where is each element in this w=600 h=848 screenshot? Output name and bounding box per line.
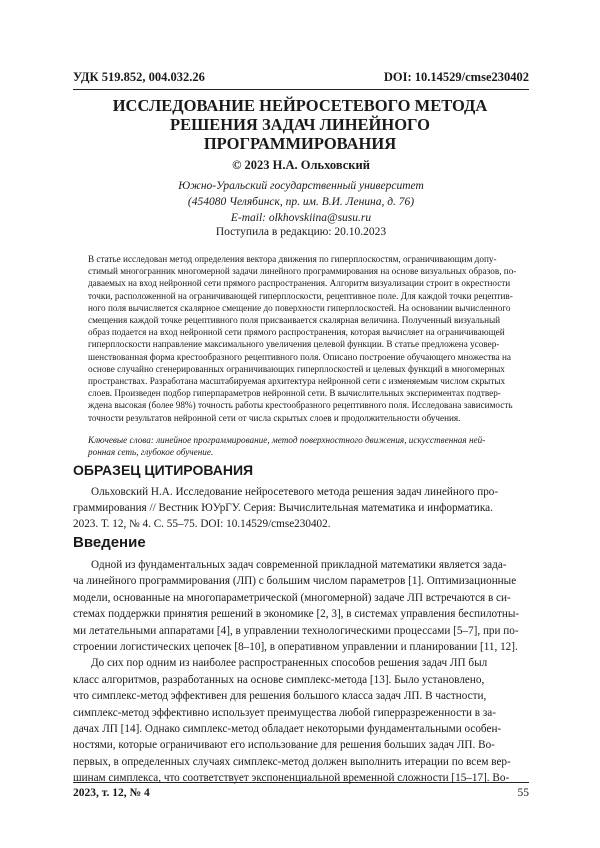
body-line: первых, в определенных случаях симплекс-метод должен выполнить итерации по всем вер- xyxy=(73,755,511,768)
body-line: симплекс-метод эффективно использует преимущества любой гиперразреженности в за- xyxy=(73,706,496,719)
abstract-line: пространствах. Разработана масштабируемая архитектура нейронной сети с изменяемым числом скрытых xyxy=(88,376,506,387)
abstract-line: смещения каждой точке рецептивного поля присваивается скалярная величина. Полученный визуальный xyxy=(88,315,501,326)
body-line: строении логистических цепочек [8–10], в оперативном управлении и планировании [11, 12]. xyxy=(73,641,518,654)
page-number: 55 xyxy=(517,787,529,799)
abstract xyxy=(88,253,520,424)
citation-text xyxy=(73,484,529,532)
abstract-line: точки, расположенной на ограничивающей гиперплоскости, рецептивное поле. Для каждой точки рецептив- xyxy=(88,290,513,301)
authors: © 2023 Н.А. Ольховский xyxy=(232,158,370,172)
keywords-line: Ключевые слова: линейное программирование, метод поверхностного движения, искусственная ней- xyxy=(88,435,486,445)
abstract-line: шенствованная форма крестообразного рецептивного поля. Описано построение обучающего множества на xyxy=(88,351,511,362)
intro-heading: Введение xyxy=(73,534,146,551)
keywords-line: ронная сеть, глубокое обучение. xyxy=(88,447,214,458)
abstract-line: гиперплоскости направление максимального увеличения целевой функции. В статье предложена усовер- xyxy=(88,339,500,350)
body-line: что симплекс-метод эффективен для решения большого класса задач ЛП. В частности, xyxy=(73,690,487,703)
body-line: шинам симплекса, что соответствует экспоненциальной временной сложности [15–17]. Во- xyxy=(73,772,510,785)
body-line: ми летательными аппаратами [4], в управлении технологическими процессами [5–7], при по- xyxy=(73,624,519,637)
title-line: ИССЛЕДОВАНИЕ НЕЙРОСЕТЕВОГО МЕТОДА xyxy=(112,96,488,115)
running-header xyxy=(73,70,529,86)
body-line: класс алгоритмов, разработанных на основе симплекс-метода [13]. Было установлено, xyxy=(73,673,485,686)
abstract-line: В статье исследован метод определения вектора движения по гиперплоскостям, ограничивающим допу- xyxy=(88,254,497,264)
title-line: РЕШЕНИЯ ЗАДАЧ ЛИНЕЙНОГО xyxy=(170,115,430,134)
abstract-line: ного поля вычисляется скалярное смещение до поверхности гиперплоскостей. На основании вычисленного xyxy=(88,302,511,313)
abstract-line: образ подается на вход нейронной сети прямого распространения, которая вычисляет на ограничивающей xyxy=(88,327,505,338)
citation-line: граммирования // Вестник ЮУрГУ. Серия: Вычислительная математика и информатика. xyxy=(73,502,493,514)
body-line: До сих пор одним из наиболее распространенных способов решения задач ЛП был xyxy=(91,657,488,670)
body-line: ча линейного программирования (ЛП) с большим числом параметров [1]. Оптимизационные xyxy=(73,575,517,588)
udk-code: УДК 519.852, 004.032.26 xyxy=(73,70,205,84)
abstract-line: даваемых на вход нейронной сети прямого распространения. Алгоритм визуализации строит в окрестности xyxy=(88,278,511,289)
abstract-line: стимый многогранник многомерной задачи линейного программирования на основе визуальных образов, по- xyxy=(88,266,517,277)
affiliation-line: Южно-Уральский государственный университет xyxy=(178,180,424,192)
body-line: Одной из фундаментальных задач современной прикладной математики является зада- xyxy=(91,559,507,571)
header-rule xyxy=(73,89,529,90)
abstract-line: ждена высокая (более 98%) точность работы крестообразного рецептивного поля. Исследована зависимость xyxy=(88,400,513,411)
title-line: ПРОГРАММИРОВАНИЯ xyxy=(203,134,397,153)
intro-body xyxy=(73,557,529,787)
doi: DOI: 10.14529/cmse230402 xyxy=(383,70,529,84)
body-line: дачах ЛП [14]. Однако симплекс-метод обладает некоторыми фундаментальными особен- xyxy=(73,723,502,736)
keywords xyxy=(88,434,520,458)
abstract-line: точности результатов нейронной сети от числа скрытых слоев и продолжительности обучения. xyxy=(88,412,461,423)
footer-rule xyxy=(73,782,529,783)
issue-info: 2023, т. 12, № 4 xyxy=(73,787,150,799)
affiliation xyxy=(73,178,529,226)
citation-heading: ОБРАЗЕЦ ЦИТИРОВАНИЯ xyxy=(73,462,254,478)
abstract-line: слоев. Произведен подбор гиперпараметров нейронной сети. В вычислительных экспериментах подтвер- xyxy=(88,388,501,399)
body-line: модели, основанные на многопараметрической (многомерной) задаче ЛП встречаются в си- xyxy=(73,591,511,604)
affiliation-line: (454080 Челябинск, пр. им. В.И. Ленина, д. 76) xyxy=(187,196,415,208)
running-footer xyxy=(73,787,529,803)
body-line: ностями, которые ограничивают его использование для решения больших задач ЛП. Во- xyxy=(73,739,495,752)
abstract-line: основе случайно сгенерированных ограничивающих гиперплоскостей и целевых функций в многомерных xyxy=(88,363,505,374)
article-title xyxy=(100,96,500,153)
email: E-mail: olkhovskiina@susu.ru xyxy=(230,212,372,224)
citation-line: 2023. Т. 12, № 4. С. 55–75. DOI: 10.14529/cmse230402. xyxy=(73,518,331,530)
body-line: стемах поддержки принятия решений в экономике [2, 3], в системах управления беспилотны- xyxy=(73,608,520,621)
received-date: Поступила в редакцию: 20.10.2023 xyxy=(215,226,387,238)
citation-line: Ольховский Н.А. Исследование нейросетевого метода решения задач линейного про- xyxy=(91,486,499,498)
